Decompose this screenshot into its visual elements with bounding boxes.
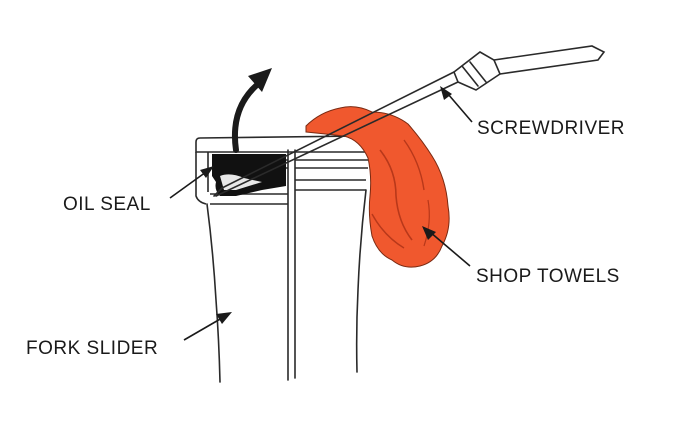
- leader-screwdriver: [440, 86, 472, 122]
- oil-seal-label: OIL SEAL: [63, 194, 151, 215]
- fork-slider-label: FORK SLIDER: [26, 338, 159, 359]
- shop-towel: [306, 107, 449, 267]
- shop-towels-label: SHOP TOWELS: [476, 266, 620, 287]
- screwdriver-label: SCREWDRIVER: [477, 118, 626, 139]
- leader-fork-slider: [184, 312, 232, 340]
